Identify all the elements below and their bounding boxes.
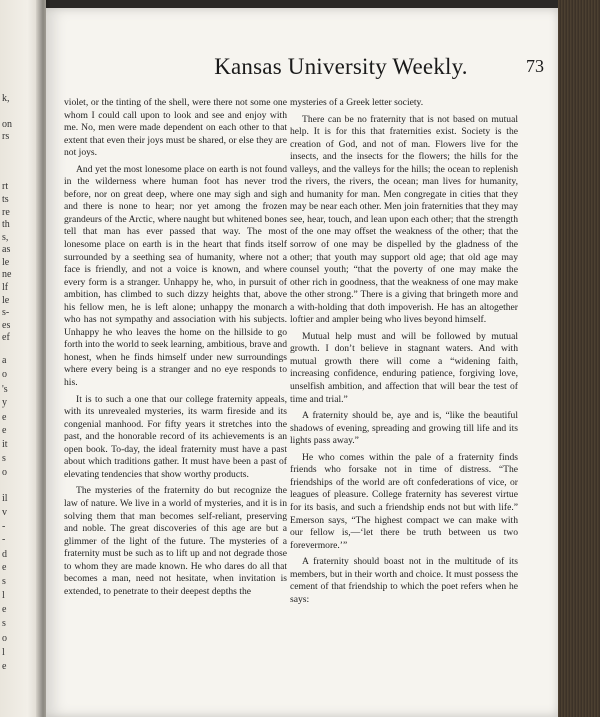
facing-page-fragment: as xyxy=(2,244,11,255)
facing-page-fragment: v xyxy=(2,507,7,518)
facing-page-fragment: k, xyxy=(2,93,10,104)
paragraph: A fraternity should boast not in the multitude of its members, but in their worth and choice. It must possess the cement of that friendship to which the poet refers when he says: xyxy=(290,556,518,605)
facing-page-fragment: o xyxy=(2,369,7,380)
left-text-column xyxy=(64,97,287,598)
paragraph: He who comes within the pale of a fraternity finds friends who forsake not in time of distress. “The friendships of the world are oft confederations of vice, or leagues of pleasure. College fraternity has severest virtue for its basis, and such a friendship ends not but with life.” Emerson says, “The highest compact we can make with our fellow is,—‘let there be truth between us two forevermore.’” xyxy=(290,451,518,551)
facing-page-fragment: le xyxy=(2,295,10,306)
facing-page-fragment: a xyxy=(2,355,7,366)
facing-page-fragment: l xyxy=(2,647,5,658)
facing-page-fragment: e xyxy=(2,425,7,436)
facing-page-fragment: e xyxy=(2,562,7,573)
facing-page-fragment: es xyxy=(2,320,11,331)
paragraph: And yet the most lonesome place on earth is not found in the wilderness where human foot has never trod before, nor on great deep, where one may sigh and sigh and there is none to hear; nor yet among the frozen grandeurs of the Arctic, where naught but whitened bones tell that man has ever passed that way. The most lonesome place on earth is in the heart that finds itself surrounded by a seething sea of humanity, where not a face is friendly, and not a voice is known, and where every form is a stranger. Unhappy he, who, in pursuit of ambition, has climbed to such dizzy heights that, above his fellow men, he is left alone; unhappy the monarch who has not sympathy and association with his subjects. Unhappy he who leaves the home on the hillside to go forth into the world to seek learning, ambitious, brave and honest, when he finds himself under new surroundings where every being is a stranger and no eye responds to his. xyxy=(64,163,287,389)
facing-page-fragment: ts xyxy=(2,194,9,205)
paragraph: violet, or the tinting of the shell, were there not some one whom I could call upon to look and see and enjoy with me. No, men were made dependent on each other to that extent that even their joys must be shared, or else they are not joys. xyxy=(64,97,287,159)
paragraph: Mutual help must and will be followed by mutual growth. I don’t believe in stagnant waters. And with mutual growth there will come a “widening faith, increasing confidence, enduring patience, forgiving love, unselfish ambition, and affection that will bear the test of time and trial.” xyxy=(290,330,518,405)
page-number: 73 xyxy=(526,56,544,76)
facing-page-fragment: s xyxy=(2,576,6,587)
facing-page-fragment: s xyxy=(2,453,6,464)
paragraph: The mysteries of the fraternity do but recognize the law of nature. We live in a world of mysteries, and it is in solving them that man becomes self-reliant, preserving and noble. The great discoveries of this age are but a glimmer of the light of the future. The mysteries of a fraternity must be such as to lift up and not degrade those to whom they are made known. He who dares do all that becomes a man, need not hesitate, when invitation is extended, to penetrate to their deepest depths the xyxy=(64,485,287,597)
paragraph: There can be no fraternity that is not based on mutual help. It is for this that fraternities exist. Society is the creation of God, and not of man. Flowers live for the insects, and the insects for the flowers; the hills for the valleys, and the valleys for the hills; the ocean to replenish the rivers, the rivers, the ocean; man lives for humanity, and humanity for man. Men congregate in cities that they may be near each other. Men join fraternities that they may see, hear, touch, and lean upon each other; that the strength of the one may offset the weakness of the other; that the sorrow of one may be dispelled by the gladness of the other; that youth may support old age; that old age may counsel youth; “that the poverty of one may make the other rich in goodness, that the weakness of one may make the other strong.” There is a giving that bringeth more and a with-holding that doth impoverish. He has an altogether loftier and ampler being who lives beyond himself. xyxy=(290,113,518,326)
facing-page-fragment: o xyxy=(2,467,7,478)
paragraph: mysteries of a Greek letter society. xyxy=(290,97,424,108)
facing-page-fragment: le xyxy=(2,257,10,268)
facing-page-fragment: y xyxy=(2,397,7,408)
facing-page-fragment: rs xyxy=(2,131,10,142)
facing-page-fragment: s xyxy=(2,618,6,629)
facing-page-fragment: - xyxy=(2,521,6,532)
facing-page-fragment: l xyxy=(2,590,5,601)
right-text-column xyxy=(290,97,518,606)
facing-page-fragment: - xyxy=(2,534,6,545)
facing-page-fragment: lf xyxy=(2,282,9,293)
facing-page-fragment: il xyxy=(2,493,8,504)
facing-page-fragment: ne xyxy=(2,269,12,280)
paragraph: A fraternity should be, aye and is, “like the beautiful shadows of evening, spreading and growing till life and its lights pass away.” xyxy=(290,410,518,447)
facing-page-fragment: e xyxy=(2,604,7,615)
facing-page-fragment: re xyxy=(2,207,10,218)
facing-page-fragment: rt xyxy=(2,181,9,192)
facing-page-fragment: e xyxy=(2,412,7,423)
facing-page-fragment: on xyxy=(2,119,12,130)
facing-page-fragment: o xyxy=(2,633,7,644)
facing-page-fragment: 's xyxy=(2,384,8,395)
book-page xyxy=(46,8,560,717)
running-header: Kansas University Weekly. xyxy=(214,54,468,79)
page-block-edges xyxy=(558,0,600,717)
paragraph: It is to such a one that our college fraternity appeals, with its unrevealed mysteries, its warm fireside and its congenial manhood. For fifty years it stretches into the past, and the honorable record of its achievements is an open book. To-day, the ideal fraternity must have a past about which traditions gather. It must have been a past of elevating tendencies that show worthy products. xyxy=(64,393,287,480)
facing-page-fragment: ef xyxy=(2,332,10,343)
facing-page-fragment: it xyxy=(2,439,8,450)
facing-page-fragment: th xyxy=(2,219,10,230)
facing-page-fragment: e xyxy=(2,661,7,672)
facing-page-fragment: d xyxy=(2,549,7,560)
facing-page-fragment: s, xyxy=(2,232,9,243)
facing-page-fragment: s- xyxy=(2,307,10,318)
